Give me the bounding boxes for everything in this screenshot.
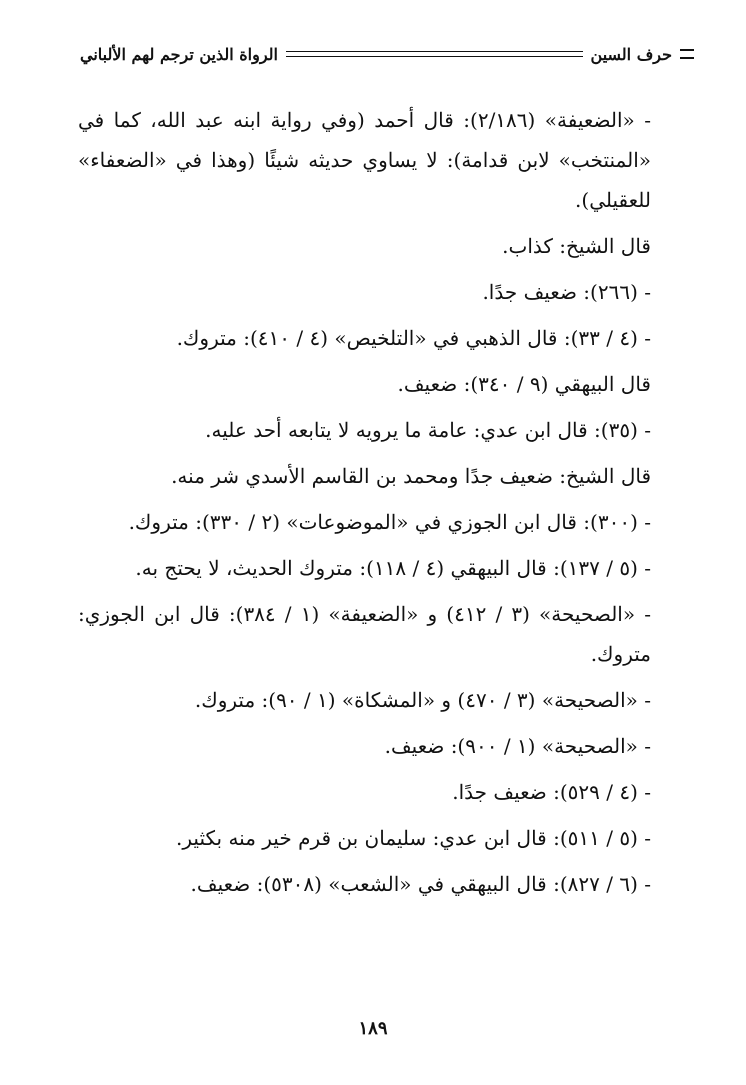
paragraph: - «الصحيحة» (٣ / ٤١٢) و «الضعيفة» (١ / ٣٨٤): قال ابن الجوزي: متروك.	[78, 602, 651, 666]
header-ornament	[680, 49, 694, 59]
page-number: ١٨٩	[358, 1018, 388, 1039]
paragraph: - (٤ / ٥٢٩): ضعيف جدًا.	[452, 780, 651, 804]
paragraph: قال الشيخ: ضعيف جدًا ومحمد بن القاسم الأسدي شر منه.	[171, 464, 651, 488]
paragraph: - (٥ / ١٣٧): قال البيهقي (٤ / ١١٨): متروك الحديث، لا يحتج به.	[135, 556, 651, 580]
paragraph: قال البيهقي (٩ / ٣٤٠): ضعيف.	[397, 372, 651, 396]
paragraph: - (٢٦٦): ضعيف جدًا.	[482, 280, 651, 304]
body-text	[78, 100, 651, 910]
header-rule	[286, 51, 583, 57]
chapter-title: حرف السين	[590, 44, 672, 64]
paragraph: - (٣٥): قال ابن عدي: عامة ما يرويه لا يتابعه أحد عليه.	[205, 418, 651, 442]
paragraph: قال الشيخ: كذاب.	[502, 234, 651, 258]
paragraph: - «الضعيفة» (٢/١٨٦): قال أحمد (وفي رواية ابنه عبد الله، كما في «المنتخب» لابن قدامة): لا يساوي حديثه شيئًا (وهذا في «الضعفاء» للعقيلي).	[78, 108, 651, 212]
paragraph: - «الصحيحة» (٣ / ٤٧٠) و «المشكاة» (١ / ٩٠): متروك.	[194, 688, 651, 712]
paragraph: - (٤ / ٣٣): قال الذهبي في «التلخيص» (٤ / ٤١٠): متروك.	[176, 326, 651, 350]
running-header	[80, 40, 694, 68]
paragraph: - «الصحيحة» (١ / ٩٠٠): ضعيف.	[384, 734, 651, 758]
paragraph: - (٦ / ٨٢٧): قال البيهقي في «الشعب» (٥٣٠٨): ضعيف.	[190, 872, 651, 896]
paragraph: - (٣٠٠): قال ابن الجوزي في «الموضوعات» (٢ / ٣٣٠): متروك.	[128, 510, 651, 534]
paragraph: - (٥ / ٥١١): قال ابن عدي: سليمان بن قرم خير منه بكثير.	[176, 826, 651, 850]
section-title: الرواة الذين ترجم لهم الألباني	[80, 44, 278, 64]
